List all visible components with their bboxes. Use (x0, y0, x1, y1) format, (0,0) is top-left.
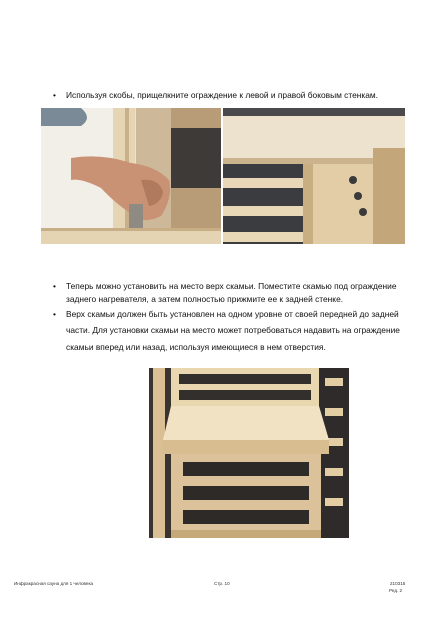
photo-bracket-closeup (223, 108, 405, 244)
photo-bench-installed (149, 368, 349, 538)
footer-doc-code: 210315 (390, 581, 406, 586)
footer-title: Инфракрасная сауна для 1 человека (14, 581, 94, 586)
photo-bracket-install (41, 108, 221, 244)
bullet-marker: • (53, 90, 56, 100)
footer-page-number: Стр. 10 (214, 581, 230, 586)
instruction-text: Используя скобы, прищелкните ограждение к левой и правой боковым стенкам. (66, 90, 378, 100)
instruction-text: Теперь можно установить на место верх скамьи. Поместите скамью под ограждение заднего нагревателя, а затем полностью прижмите ее к задней стенке. (66, 281, 397, 304)
bullet-marker: • (53, 309, 56, 319)
bullet-marker: • (53, 281, 56, 291)
instruction-text: Верх скамьи должен быть установлен на одном уровне от своей передней до задней части. Для установки скамьи на место может потребоваться надавить на ограждение скамьи вперед или назад, используя имеющиеся в нем отверстия. (66, 309, 400, 352)
footer-revision: Ред. 2 (389, 588, 403, 593)
